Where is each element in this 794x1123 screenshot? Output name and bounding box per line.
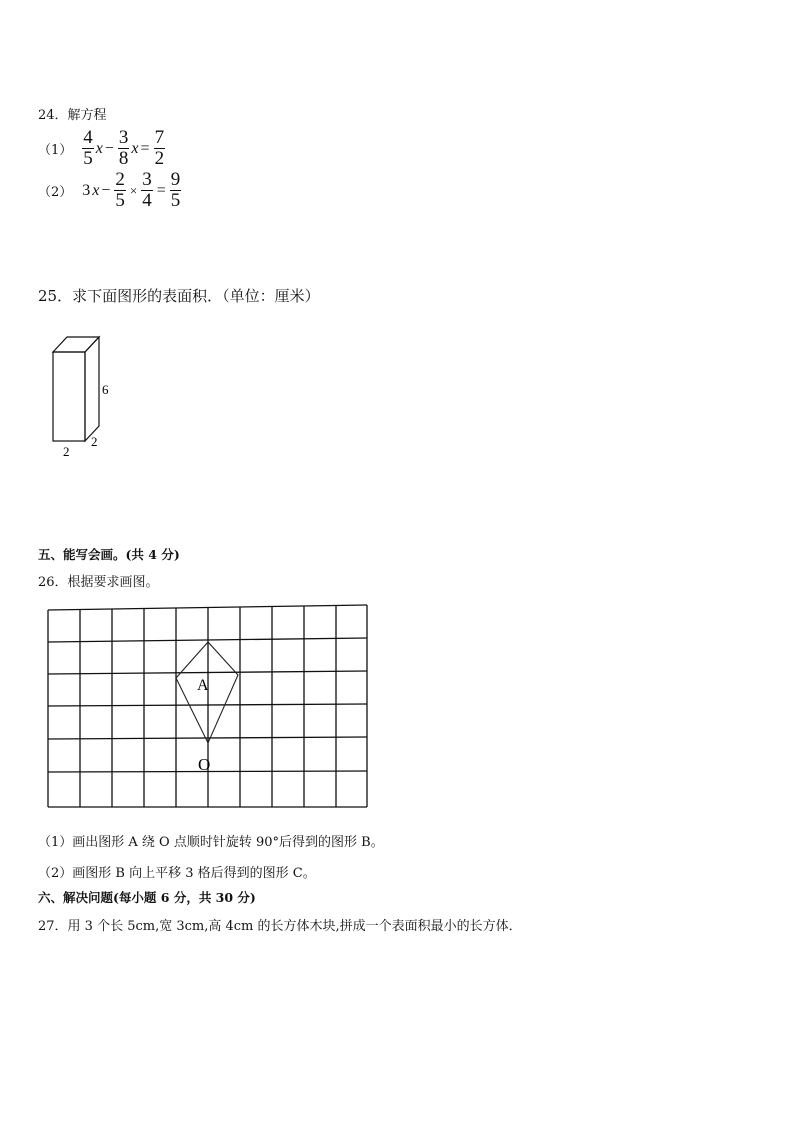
section-5-title: 五、能写会画。(共 4 分) bbox=[38, 547, 180, 562]
q26-instruction-1: （1）画出图形 A 绕 O 点顺时针旋转 90°后得到的图形 B。 bbox=[38, 835, 384, 850]
eq2-times: × bbox=[129, 182, 138, 198]
q27-title: 27．用 3 个长 5cm,宽 3cm,高 4cm 的长方体木块,拼成一个表面积最小的长方体． bbox=[38, 919, 522, 934]
eq2-variable: x bbox=[92, 181, 100, 199]
cuboid-height-label: 6 bbox=[102, 382, 109, 397]
label-a: A bbox=[197, 677, 209, 694]
cuboid-figure bbox=[40, 330, 120, 460]
eq1-variable-2: x bbox=[131, 139, 139, 157]
eq2-coefficient: 3 bbox=[82, 181, 91, 199]
drawing-grid bbox=[44, 600, 372, 814]
eq1-r-denominator: 2 bbox=[154, 148, 165, 169]
q24-equation-2 bbox=[38, 170, 183, 211]
eq1-r-numerator: 7 bbox=[154, 127, 165, 148]
eq2-r-denominator: 5 bbox=[170, 190, 181, 211]
eq2-result bbox=[170, 170, 182, 211]
eq2-minus: − bbox=[101, 181, 111, 199]
eq1-label: （1） bbox=[38, 143, 73, 158]
eq2-fraction-2 bbox=[141, 170, 153, 211]
cuboid-depth-label: 2 bbox=[91, 434, 98, 449]
eq1-equals: = bbox=[140, 139, 150, 157]
eq1-fraction-1 bbox=[82, 128, 94, 169]
cuboid-front-face bbox=[53, 352, 85, 441]
eq2-fraction-1 bbox=[114, 170, 126, 211]
label-o: O bbox=[198, 755, 211, 774]
eq1-f1-denominator: 5 bbox=[83, 148, 93, 169]
eq1-result bbox=[154, 128, 166, 169]
q25-title: 25．求下面图形的表面积．（单位：厘米） bbox=[38, 287, 320, 305]
eq1-minus: − bbox=[104, 139, 114, 157]
q24-equation-1 bbox=[38, 128, 167, 169]
q26-instruction-2: （2）画图形 B 向上平移 3 格后得到的图形 C。 bbox=[38, 866, 316, 881]
eq2-label: （2） bbox=[38, 185, 73, 200]
q24-title: 24．解方程 bbox=[38, 108, 107, 123]
eq2-equals: = bbox=[156, 181, 166, 199]
eq2-f2-numerator: 3 bbox=[142, 169, 152, 190]
eq2-f1-denominator: 5 bbox=[115, 190, 125, 211]
eq1-variable-1: x bbox=[95, 139, 103, 157]
q26-title: 26．根据要求画图。 bbox=[38, 575, 159, 590]
eq1-f2-denominator: 8 bbox=[118, 148, 129, 169]
eq2-r-numerator: 9 bbox=[170, 169, 181, 190]
section-6-title: 六、解决问题(每小题 6 分，共 30 分) bbox=[38, 890, 256, 905]
eq1-f2-numerator: 3 bbox=[118, 127, 129, 148]
eq2-f1-numerator: 2 bbox=[115, 169, 125, 190]
eq1-f1-numerator: 4 bbox=[83, 127, 93, 148]
cuboid-side-face bbox=[85, 337, 99, 441]
eq1-fraction-2 bbox=[118, 128, 130, 169]
eq2-f2-denominator: 4 bbox=[142, 190, 152, 211]
cuboid-width-label: 2 bbox=[63, 444, 70, 459]
grid-lines bbox=[48, 605, 367, 807]
